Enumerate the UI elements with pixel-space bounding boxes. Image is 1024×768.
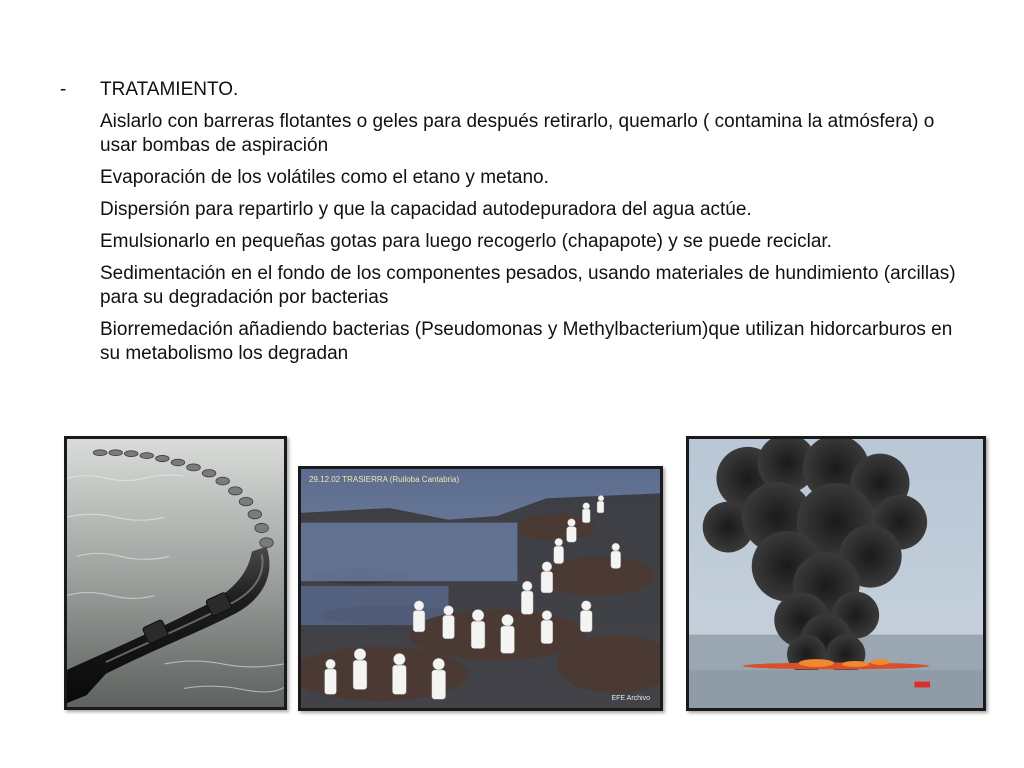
bullet-dispersion: Dispersión para repartirlo y que la capacidad autodepuradora del agua actúe. <box>100 199 752 220</box>
bullet-evaporation: Evaporación de los volátiles como el etano y metano. <box>100 167 549 188</box>
bullet-sedimentation: Sedimentación en el fondo de los componentes pesados, usando materiales de hundimiento (arcillas) para su degradación por bacterias <box>100 263 956 308</box>
floating-barrier-icon <box>67 439 284 707</box>
bullet-bioremediation: Biorremedación añadiendo bacterias (Pseudomonas y Methylbacterium)que utilizan hidorcarburos en su metabolismo los degradan <box>100 319 953 364</box>
photo-beach-cleanup <box>298 466 663 711</box>
photo-credit: EFE Archivo <box>611 695 650 702</box>
bullet-isolation: Aislarlo con barreras flotantes o geles para después retirarlo, quemarlo ( contamina la atmósfera) o usar bombas de aspiración <box>100 111 935 156</box>
oil-fire-icon <box>689 439 983 708</box>
slide-heading: TRATAMIENTO. <box>100 79 239 100</box>
bullet-emulsion: Emulsionarlo en pequeñas gotas para luego recogerlo (chapapote) y se puede reciclar. <box>100 231 832 252</box>
cleanup-crew-icon <box>301 469 660 708</box>
bullet-dash: - <box>60 79 67 100</box>
photo-date-stamp: 29.12.02 TRASIERRA (Ruiloba Cantabria) <box>309 475 460 484</box>
heading-line <box>60 78 960 102</box>
photo-oil-burn <box>686 436 986 711</box>
slide-text-block <box>60 78 960 374</box>
photo-floating-boom <box>64 436 287 710</box>
